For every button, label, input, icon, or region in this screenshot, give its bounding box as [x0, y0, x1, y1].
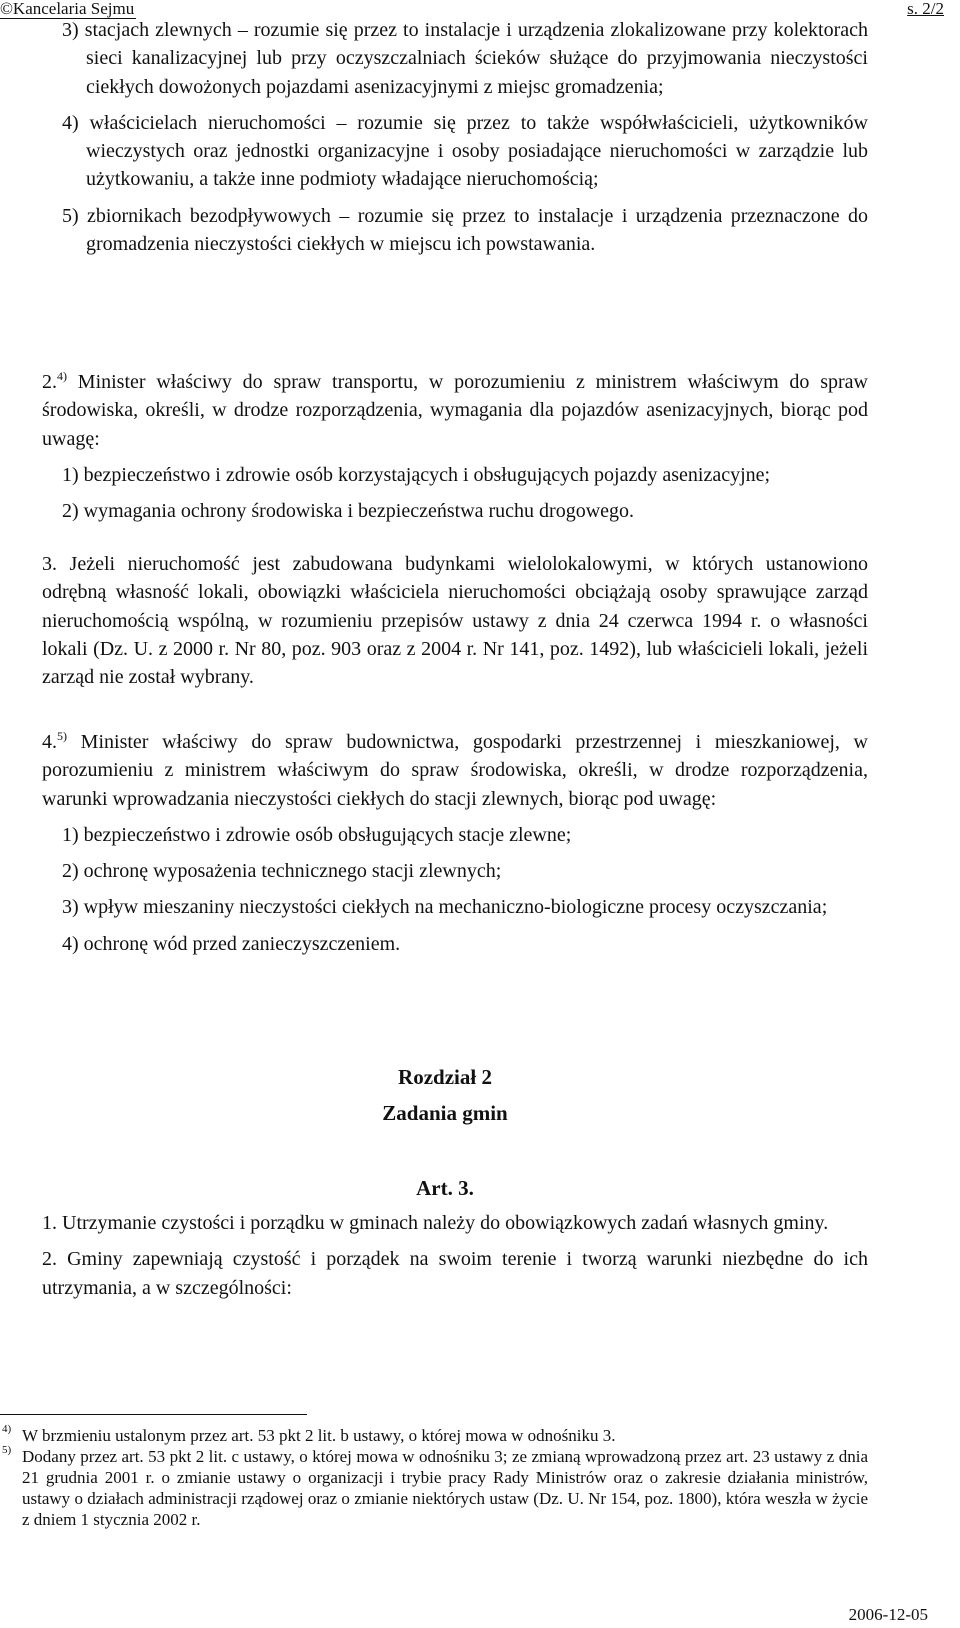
footnote-divider [0, 1414, 307, 1415]
header-page-number: s. 2/2 [907, 0, 944, 18]
chapter-title: Zadania gmin [382, 1101, 508, 1125]
list-item: 3) wpływ mieszaniny nieczystości ciekłych na mechaniczno-biologiczne procesy oczyszczania; [62, 896, 828, 919]
paragraph-2-block [22, 368, 868, 525]
definitions-block [22, 16, 868, 258]
footnote-text: W brzmieniu ustalonym przez art. 53 pkt 2 lit. b ustawy, o której mowa w odnośniku 3. [22, 1426, 616, 1445]
list-item: 4) ochronę wód przed zanieczyszczeniem. [62, 932, 401, 955]
list-item: 5) zbiornikach bezodpływowych – rozumie się przez to instalacje i urządzenia przeznaczone do gromadzenia nieczystości ciekłych w miejscu ich powstawania. [62, 204, 868, 256]
paragraph-text: Minister właściwy do spraw transportu, w porozumieniu z ministrem właściwym do spraw środowiska, określi, w drodze rozporządzenia, wymagania dla pojazdów asenizacyjnych, biorąc pod uwagę: [42, 371, 868, 450]
paragraph-text: Minister właściwy do spraw budownictwa, gospodarki przestrzennej i mieszkaniowej, w porozumieniu z ministrem właściwym do spraw środowiska, określi, w drodze rozporządzenia, warunki wprowadzania nieczystości ciekłych do stacji zlewnych, biorąc pod uwagę: [42, 731, 868, 810]
footnote-mark: 5) [2, 1444, 12, 1456]
footnotes [0, 1425, 868, 1530]
article-paragraph: 1. Utrzymanie czystości i porządku w gminach należy do obowiązkowych zadań własnych gminy. [42, 1212, 829, 1234]
footnote-mark: 4) [2, 1423, 12, 1435]
list-item: 4) właścicielach nieruchomości – rozumie się przez to także współwłaścicieli, użytkowników wieczystych oraz jednostki organizacyjne i osoby posiadające nieruchomości w zarządzie lub użytkowaniu, a także inne podmioty władające nieruchomością; [62, 111, 868, 191]
paragraph-4-block [22, 728, 868, 958]
header-source: ©Kancelaria Sejmu [0, 0, 135, 18]
paragraph-2 [42, 368, 868, 453]
footnote-ref: 5) [57, 729, 67, 743]
chapter-number: Rozdział 2 [398, 1065, 492, 1089]
article-block [22, 1209, 868, 1302]
paragraph-4 [42, 728, 868, 813]
paragraph-number: 4. [42, 731, 57, 753]
paragraph-3-block [22, 550, 868, 691]
footnote-text: Dodany przez art. 53 pkt 2 lit. c ustawy, o której mowa w odnośniku 3; ze zmianą wprowadzoną przez art. 23 ustawy z dnia 21 grudnia 2001 r. o zmianie ustawy o organizacji i trybie pracy Rady Ministrów oraz o zakresie działania ministrów, ustawy o działach administracji rządowej oraz o zmianie niektórych ustaw (Dz. U. Nr 154, poz. 1800), która weszła w życie z dniem 1 stycznia 2002 r. [22, 1447, 868, 1529]
footnote [0, 1425, 868, 1446]
list-item: 1) bezpieczeństwo i zdrowie osób korzystających i obsługujących pojazdy asenizacyjne; [62, 463, 771, 486]
document-date: 2006-12-05 [848, 1605, 928, 1624]
article-title: Art. 3. [416, 1176, 474, 1200]
list-item: 1) bezpieczeństwo i zdrowie osób obsługujących stacje zlewne; [62, 823, 572, 846]
paragraph-number: 2. [42, 371, 57, 393]
footnote [0, 1446, 868, 1530]
list-item: 3) stacjach zlewnych – rozumie się przez to instalacje i urządzenia zlokalizowane przy kolektorach sieci kanalizacyjnej lub przy oczyszczalniach ścieków służące do przyjmowania nieczystości ciekłych dowożonych pojazdami asenizacyjnymi z miejsc gromadzenia; [62, 19, 868, 98]
paragraph-3: 3. Jeżeli nieruchomość jest zabudowana budynkami wielolokalowymi, w których ustanowiono odrębną własność lokali, obowiązki właściciela nieruchomości obciążają osoby sprawujące zarząd nieruchomością wspólną, w rozumieniu przepisów ustawy z dnia 24 czerwca 1994 r. o własności lokali (Dz. U. z 2000 r. Nr 80, poz. 903 oraz z 2004 r. Nr 141, poz. 1492), lub właścicieli lokali, jeżeli zarząd nie został wybrany. [42, 553, 868, 689]
list-item: 2) wymagania ochrony środowiska i bezpieczeństwa ruchu drogowego. [62, 500, 635, 523]
list-item: 2) ochronę wyposażenia technicznego stacji zlewnych; [62, 860, 502, 883]
footnote-ref: 4) [57, 369, 67, 383]
article-paragraph: 2. Gminy zapewniają czystość i porządek na swoim terenie i tworzą warunki niezbędne do ich utrzymania, a w szczególności: [42, 1248, 868, 1299]
